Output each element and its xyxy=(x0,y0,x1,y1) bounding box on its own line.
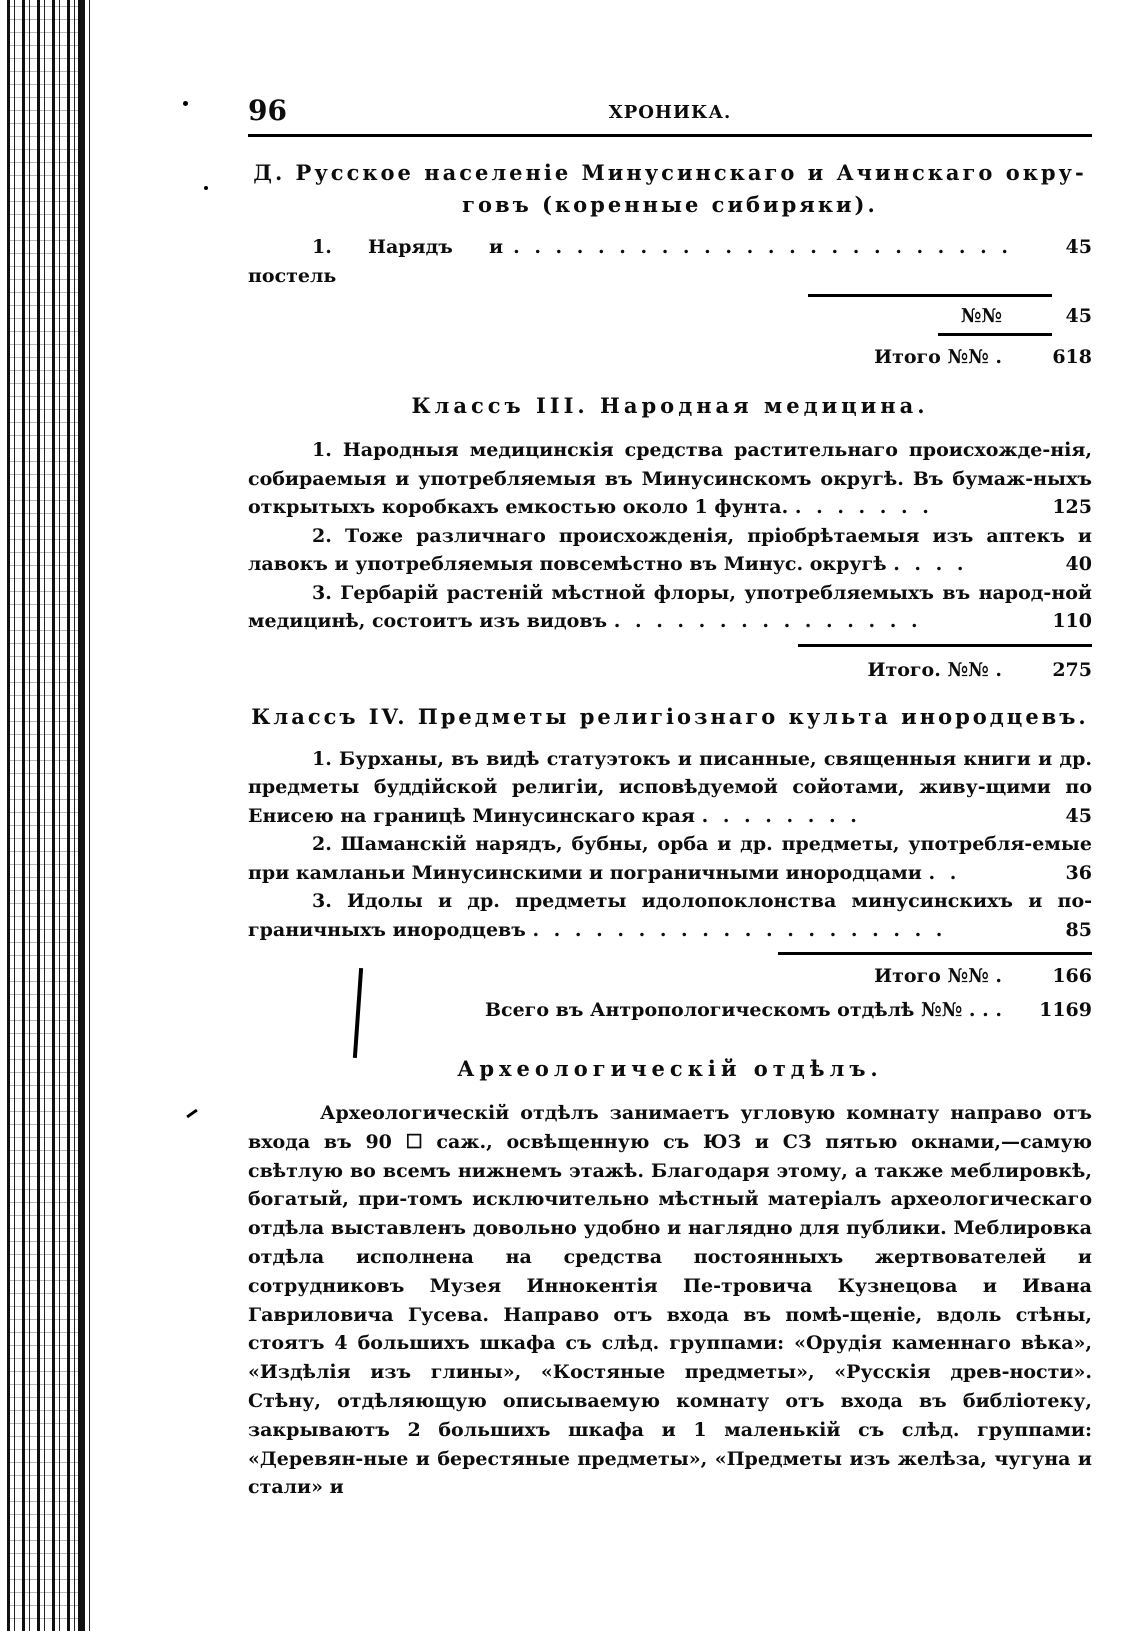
sum-rule xyxy=(808,294,1052,297)
total-row xyxy=(248,655,1092,685)
sum-rule xyxy=(778,952,1092,955)
running-title: ХРОНИКА. xyxy=(608,102,732,123)
list-item xyxy=(248,522,1092,579)
item-count: 45 xyxy=(1065,236,1092,258)
list-item xyxy=(248,745,1092,831)
ink-mark xyxy=(183,101,188,106)
grand-total-label: Всего въ Антропологическомъ отдѣлѣ №№ . . . xyxy=(484,999,1002,1021)
subtotal-label: №№ xyxy=(960,305,1002,327)
class3-title: Классъ III. Народная медицина. xyxy=(411,393,929,418)
section-d-title-line2: говъ (коренные сибиряки). xyxy=(462,192,878,217)
list-item xyxy=(248,830,1092,887)
total-label: Итого №№ . xyxy=(874,965,1002,987)
archaeology-title: Археологическій отдѣлъ. xyxy=(457,1056,883,1081)
item-count: 110 xyxy=(1052,610,1092,632)
item-text: 3. Гербарій растеній мѣстной флоры, употребляемыхъ въ народ-ной медицинѣ, состоитъ изъ видовъ xyxy=(248,581,1092,632)
book-binding-edge xyxy=(0,0,96,1631)
ink-mark xyxy=(186,1109,198,1118)
running-head xyxy=(248,90,1092,130)
item-count: 36 xyxy=(1065,861,1092,884)
section-d-title xyxy=(248,157,1092,221)
list-item xyxy=(248,436,1092,522)
total-value: 166 xyxy=(1052,965,1092,987)
archaeology-paragraph: Археологическій отдѣлъ занимаетъ угловую комнату направо отъ входа въ 90 ☐ саж., освѣщенную съ ЮЗ и СЗ пятью окнами,—самую свѣтлую во всемъ нижнемъ этажѣ. Благодаря этому, а также меблировкѣ, богатый, при-томъ исключительно мѣстный матеріалъ археологическаго отдѣла выставленъ довольно удобно и наглядно для публики. Меблировка отдѣла исполнена на средства постоянныхъ жертвователей и сотрудниковъ Музея Иннокентія Пе-тровича Кузнецова и Ивана Гавриловича Гусева. Направо отъ входа въ помѣ-щеніе, вдоль стѣны, стоятъ 4 большихъ шкафа съ слѣд. группами: «Орудія каменнаго вѣка», «Издѣлія изъ глины», «Костяные предметы», «Русскія древ-ности». Стѣну, отдѣляющую описываемую комнату отъ входа въ библіотеку, закрываютъ 2 большихъ шкафа и 1 маленькій съ слѣд. группами: «Деревян-ные и берестяные предметы», «Предметы изъ желѣза, чугуна и стали» и xyxy=(248,1102,1092,1499)
list-item xyxy=(248,887,1092,944)
total-row xyxy=(248,961,1092,991)
subtotal-value: 45 xyxy=(1065,305,1092,327)
item-count: 85 xyxy=(1065,918,1092,941)
section-d-title-line1: Д. Русское населеніе Минусинскаго и Ачинскаго окру- xyxy=(253,160,1087,185)
total-label: Итого №№ . xyxy=(874,346,1002,368)
total-value: 275 xyxy=(1052,658,1092,681)
item-count: 40 xyxy=(1065,553,1092,575)
list-item xyxy=(248,579,1092,636)
sum-rule xyxy=(938,333,1052,336)
total-label: Итого. №№ . xyxy=(867,658,1002,681)
item-text: 3. Идолы и др. предметы идолопоклонства минусинскихъ и по-граничныхъ инородцевъ xyxy=(248,890,1092,941)
ink-mark xyxy=(204,186,208,190)
item-count: 125 xyxy=(1052,496,1092,518)
item-text: 1. Народныя медицинскія средства растительнаго происхожде-нія, собираемыя и употребляемыя въ Минусинскомъ округѣ. Въ бумаж-ныхъ открытыхъ коробкахъ емкостью около 1 фунта. xyxy=(248,439,1092,518)
leader-dots: . . xyxy=(928,861,961,884)
sum-rule xyxy=(798,644,1092,647)
leader-dots: . . . . . . . . . . . . . . . . . . . . xyxy=(532,918,947,941)
page xyxy=(248,90,1092,1502)
leader-dots: . . . . . . . . xyxy=(701,804,861,827)
grand-total-row xyxy=(248,995,1092,1025)
item-text: 2. Тоже различнаго происхожденія, пріобрѣтаемыя изъ аптекъ и лавокъ и употребляемыя повсемѣстно въ Минус. округѣ xyxy=(248,524,1092,575)
class4-title: Классъ IV. Предметы религіознаго культа инородцевъ. xyxy=(251,703,1089,729)
leader-dots: . . . . . . . . . . . . . . . . . . . . . . . . xyxy=(513,236,1012,258)
leader-dots: . . . . xyxy=(893,553,968,575)
total-row xyxy=(248,342,1092,372)
list-item xyxy=(248,233,1092,290)
leader-dots: . . . . . . . . . . . . . . . xyxy=(613,610,922,632)
subtotal-row xyxy=(248,301,1092,331)
item-text: 2. Шаманскій нарядъ, бубны, орба и др. предметы, употребля-емые при камланьи Минусинскими и пограничными инородцами xyxy=(248,833,1092,884)
grand-total-value: 1169 xyxy=(1039,999,1092,1021)
total-value: 618 xyxy=(1052,346,1092,368)
item-text: 1. Бурханы, въ видѣ статуэтокъ и писанные, священныя книги и др. предметы буддійской религіи, исповѣдуемой сойотами, живу-щими по Енисею на границѣ Минусинскаго края xyxy=(248,747,1092,827)
leader-dots: . . . . . . . xyxy=(794,496,933,518)
item-text: 1. Нарядъ и постель xyxy=(248,236,504,287)
item-count: 45 xyxy=(1065,804,1092,827)
page-number: 96 xyxy=(248,94,287,127)
